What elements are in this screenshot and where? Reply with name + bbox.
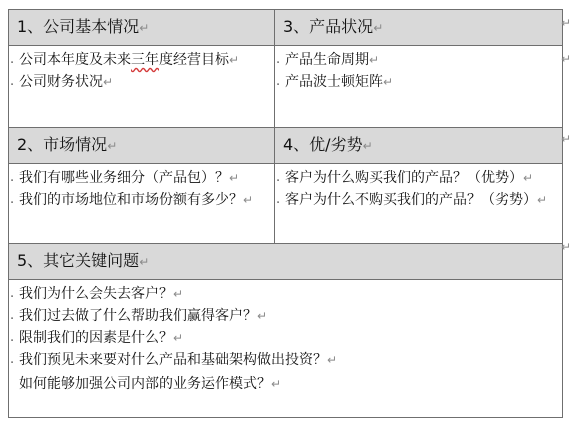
list-item — [10, 349, 558, 371]
section-header-product — [275, 10, 563, 46]
item-text: 客户为什么购买我们的产品？（优势） — [285, 170, 523, 186]
item-text: 我们有哪些业务细分（产品包）？ — [19, 170, 229, 186]
table-row — [9, 244, 563, 280]
section-header-issues — [9, 244, 563, 280]
row-end-mark-icon: ↵ — [561, 52, 571, 66]
list-item — [10, 283, 558, 305]
section-body-market — [9, 164, 275, 244]
table-row — [9, 128, 563, 164]
paragraph-mark-icon: ↵ — [373, 21, 384, 35]
line-mark: . — [10, 192, 15, 207]
item-text: 我们过去做了什么帮助我们赢得客户？ — [19, 308, 257, 324]
list-item — [10, 327, 558, 349]
paragraph-mark-icon: ↵ — [229, 171, 240, 185]
section-title: 5、其它关键问题 — [17, 251, 140, 270]
paragraph-mark-icon: ↵ — [537, 193, 548, 207]
line-mark: . — [276, 74, 281, 89]
paragraph-mark-icon: ↵ — [173, 287, 184, 301]
item-text: 公司财务状况 — [19, 74, 103, 90]
row-end-mark-icon: ↵ — [561, 240, 571, 254]
line-mark: . — [10, 52, 15, 67]
section-header-strengths — [275, 128, 563, 164]
list-item — [19, 373, 558, 395]
list-item — [10, 305, 558, 327]
paragraph-mark-icon: ↵ — [107, 139, 118, 153]
section-body-strengths — [275, 164, 563, 244]
paragraph-mark-icon: ↵ — [362, 139, 373, 153]
list-item — [10, 71, 270, 93]
item-text: 客户为什么不购买我们的产品？（劣势） — [285, 192, 537, 208]
analysis-table — [8, 9, 563, 418]
line-mark: . — [10, 170, 15, 185]
paragraph-mark-icon: ↵ — [369, 53, 380, 67]
line-mark: . — [10, 308, 15, 323]
line-mark: . — [10, 330, 15, 345]
section-title: 3、产品状况 — [283, 17, 374, 36]
item-text: 限制我们的因素是什么？ — [19, 330, 173, 346]
section-header-market — [9, 128, 275, 164]
section-body-product — [275, 46, 563, 128]
list-item — [276, 167, 558, 189]
paragraph-mark-icon: ↵ — [523, 171, 534, 185]
list-item — [276, 189, 558, 211]
line-mark: . — [10, 352, 15, 367]
item-text: 我们预见未来要对什么产品和基础架构做出投资？ — [19, 352, 327, 368]
line-mark: . — [276, 52, 281, 67]
line-mark: . — [10, 286, 15, 301]
item-text: 我们的市场地位和市场份额有多少？ — [19, 192, 243, 208]
list-item — [276, 71, 558, 93]
section-title: 2、市场情况 — [17, 135, 108, 154]
list-item — [10, 167, 270, 189]
list-item — [10, 189, 270, 211]
paragraph-mark-icon: ↵ — [139, 255, 150, 269]
paragraph-mark-icon: ↵ — [257, 309, 268, 323]
item-text: 产品波士顿矩阵 — [285, 74, 383, 90]
line-mark: . — [276, 170, 281, 185]
list-item — [276, 49, 558, 71]
section-body-issues — [9, 280, 563, 418]
item-text: 公司本年度及未来三年度经营目标 — [19, 52, 229, 68]
paragraph-mark-icon: ↵ — [139, 21, 150, 35]
paragraph-mark-icon: ↵ — [103, 75, 114, 89]
table-row — [9, 280, 563, 418]
paragraph-mark-icon: ↵ — [271, 377, 282, 391]
item-text: 我们为什么会失去客户？ — [19, 286, 173, 302]
paragraph-mark-icon: ↵ — [327, 353, 338, 367]
table-row — [9, 10, 563, 46]
table-row — [9, 164, 563, 244]
line-mark: . — [10, 74, 15, 89]
section-header-company — [9, 10, 275, 46]
paragraph-mark-icon: ↵ — [173, 331, 184, 345]
section-title: 4、优/劣势 — [283, 135, 363, 154]
item-text: 如何能够加强公司内部的业务运作模式？ — [19, 376, 271, 392]
item-text: 产品生命周期 — [285, 52, 369, 68]
row-end-mark-icon: ↵ — [561, 132, 571, 146]
list-item — [10, 49, 270, 71]
row-end-mark-icon: ↵ — [561, 16, 571, 30]
paragraph-mark-icon: ↵ — [383, 75, 394, 89]
section-title: 1、公司基本情况 — [17, 17, 140, 36]
paragraph-mark-icon: ↵ — [243, 193, 254, 207]
table-row — [9, 46, 563, 128]
line-mark: . — [276, 192, 281, 207]
section-body-company — [9, 46, 275, 128]
paragraph-mark-icon: ↵ — [229, 53, 240, 67]
